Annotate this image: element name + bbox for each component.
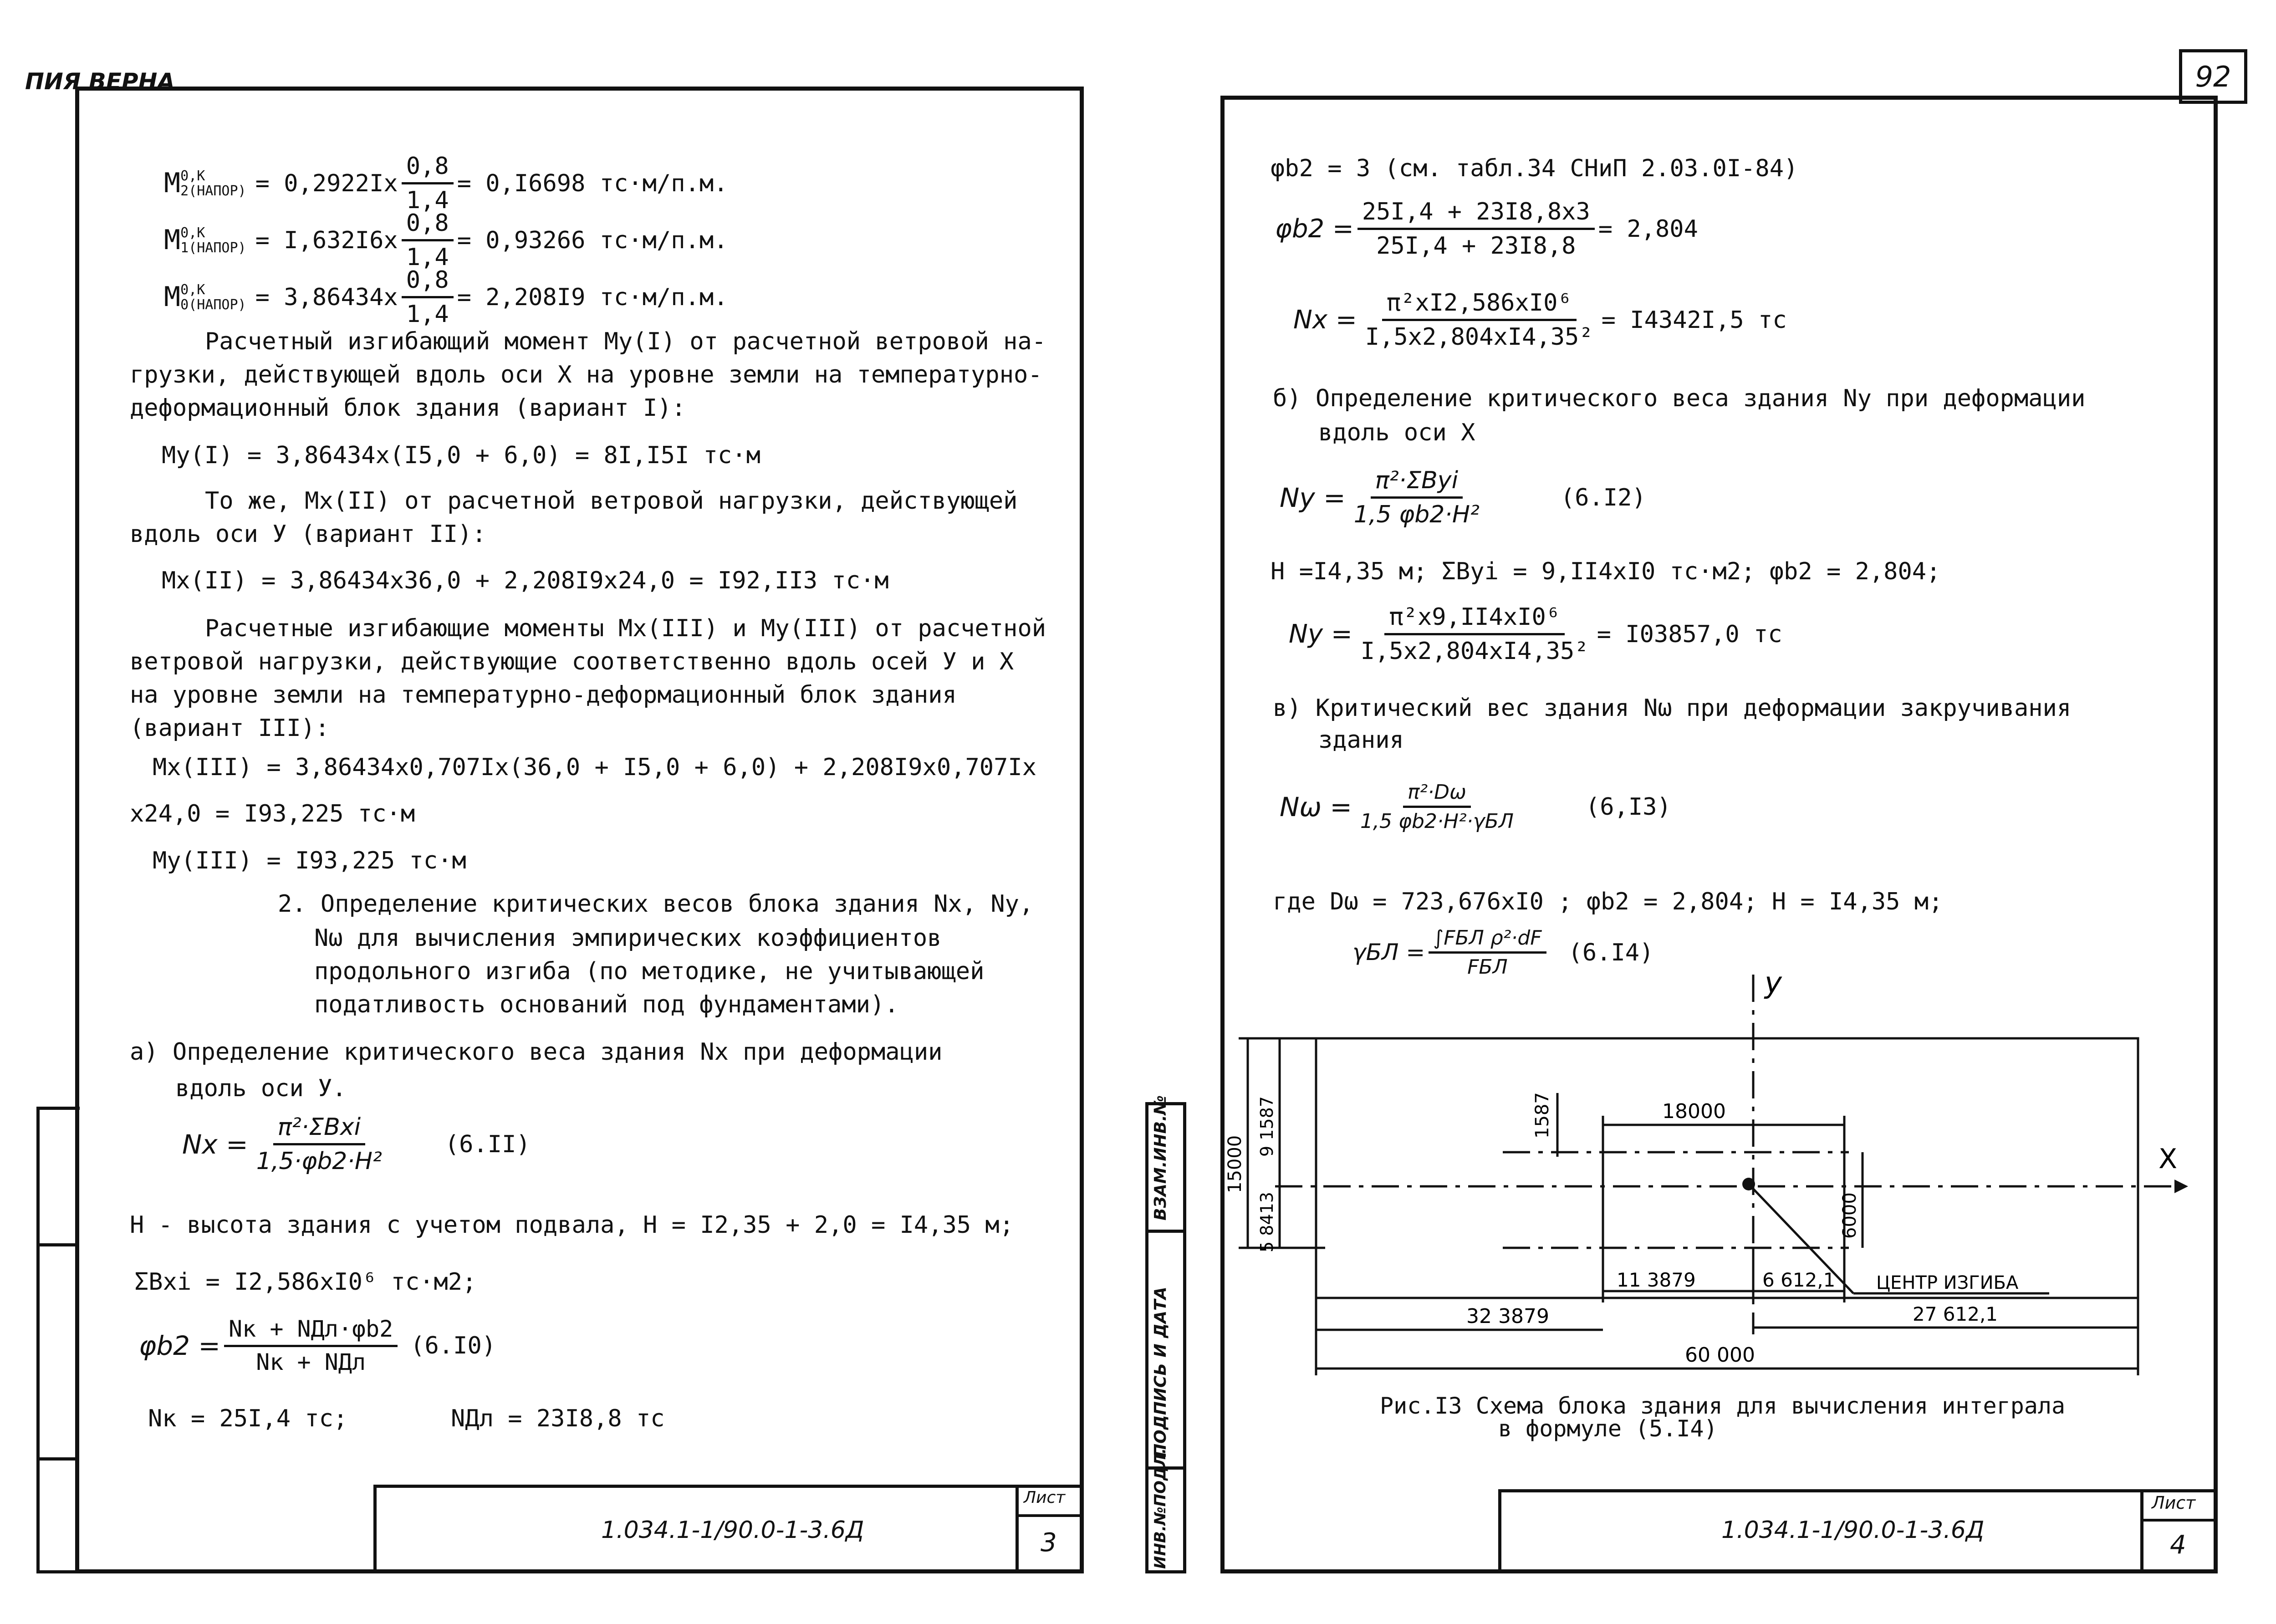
paragraph-line: То же, Mx(II) от расчетной ветровой нагрузки, действующей: [205, 487, 1018, 515]
right-sheet-number: 4: [2170, 1530, 2186, 1560]
eq-6-12: Ny = $\frac{\text{π²·ΣByi}}{\text{1,5 φb2·H²}}$ (6.I2): [1280, 465, 1646, 531]
dim-27-6121: 27 612,1: [1913, 1303, 1998, 1325]
eq-6-13: Nω = $\frac{\text{π²·Dω}}{\text{1,5 φb2·H²·γБЛ}}$ (6,I3): [1280, 779, 1671, 835]
center-of-bending-label: ЦЕНТР ИЗГИБА: [1876, 1272, 2019, 1293]
dim-18000: 18000: [1662, 1100, 1726, 1123]
h-line: H - высота здания с учетом подвала, H = I2,35 + 2,0 = I4,35 м;: [130, 1211, 1014, 1239]
side-label-inv: ВЗАМ.ИНВ.№: [1151, 1095, 1170, 1221]
section-2-line: 2. Определение критических весов блока здания Nx, Ny,: [278, 890, 1034, 918]
eq-6-14: γБЛ = $\frac{\text{∫FБЛ ρ²·dF}}{\text{FБЛ}}$ (6.I4): [1352, 924, 1653, 981]
axis-y-label: y: [1765, 966, 1782, 1000]
eq-m0: M 0,K 0(НАПОР) = 3,86434x $\frac{0,8}{1,4}$ = 2,208I9 тс·м/п.м.: [164, 264, 728, 330]
section-b-line: б) Определение критического веса здания Ny при деформации: [1273, 385, 2086, 412]
center-of-bending: [1742, 1178, 1755, 1190]
eq-6-11: Nx = $\frac{\text{π²·ΣBxi}}{\text{1,5·φb2·H²}}$ (6.II): [182, 1111, 531, 1177]
left-sheet-divider: [1016, 1485, 1019, 1573]
axis-x-label: X: [2159, 1143, 2178, 1175]
figure-caption-line: в формуле (5.I4): [1498, 1415, 1718, 1442]
eq-my: My(I) = 3,86434x(I5,0 + 6,0) = 8I,I5I тс·м: [162, 442, 760, 469]
side-divider: [1145, 1230, 1186, 1233]
paragraph-line: вдоль оси У (вариант II):: [130, 521, 486, 548]
ndl-value: NДл = 23I8,8 тс: [451, 1405, 665, 1432]
dim-15000: 15000: [1225, 1135, 1245, 1193]
dim-9-1587: 9 1587: [1257, 1096, 1277, 1157]
figure-caption-line: Рис.I3 Схема блока здания для вычисления интеграла: [1380, 1393, 2066, 1419]
dim-6000: 6000: [1839, 1192, 1860, 1239]
paragraph-line: деформационный блок здания (вариант I):: [130, 394, 686, 422]
paragraph-line: на уровне земли на температурно-деформационный блок здания: [130, 681, 957, 709]
section-a-line: вдоль оси У.: [175, 1075, 347, 1102]
eq-ny: Ny = $\frac{\text{π²x9,II4xI0⁶}}{\text{I,5x2,804xI4,35²}}$ = I03857,0 тс: [1289, 601, 1782, 667]
right-doc-code: 1.034.1-1/90.0-1-3.6Д: [1721, 1517, 1985, 1544]
dim-60000: 60 000: [1685, 1343, 1755, 1367]
paragraph-line: Расчетные изгибающие моменты Mx(III) и My(III) от расчетной: [205, 615, 1046, 642]
section-2-line: податливость оснований под фундаментами).: [314, 991, 899, 1018]
eq-my3: My(III) = I93,225 тс·м: [153, 847, 466, 874]
side-label-sign: ПОДПИСЬ И ДАТА: [1151, 1287, 1170, 1457]
dim-11-3879: 11 3879: [1617, 1269, 1696, 1291]
where-line: где Dω = 723,676xI0 ; φb2 = 2,804; H = I4,35 м;: [1273, 888, 1943, 915]
dim-5-8413: 5 8413: [1257, 1192, 1277, 1252]
eq-m2: M 0,K 2(НАПОР) = 0,2922Ix $\frac{0,8}{1,4}$ = 0,I6698 тс·м/п.м.: [164, 150, 728, 216]
eq-mx3-a: Mx(III) = 3,86434x0,707Ix(36,0 + I5,0 + 6,0) + 2,208I9x0,707Ix: [153, 754, 1037, 781]
side-label-inv-podl: ИНВ.№ПОДЛ.: [1151, 1448, 1169, 1569]
binding-divider: [36, 1243, 77, 1246]
copy-mark: ПИЯ ВЕРНА: [25, 68, 175, 95]
binding-divider: [36, 1457, 77, 1461]
eq-6-10: φb2 = $\frac{\text{Nк + NДл·φb2}}{\text{Nк + NДл}}$ (6.I0): [139, 1314, 496, 1378]
eq-nx: Nx = $\frac{\text{π²xI2,586xI0⁶}}{\text{I,5x2,804xI4,35²}}$ = I4342I,5 тс: [1293, 287, 1787, 353]
section-2-line: продольного изгиба (по методике, не учитывающей: [314, 958, 985, 985]
section-2-line: Nω для вычисления эмпирических коэффициентов: [314, 924, 942, 952]
left-sheet-divider: [1016, 1514, 1084, 1517]
eq-phi-cp: φb2 = $\frac{25I,4 + 23I8,8x3}{25I,4 + 23I8,8}$ = 2,804: [1275, 196, 1698, 262]
section-a-line: а) Определение критического веса здания Nx при деформации: [130, 1038, 943, 1066]
dim-6-6121: 6 612,1: [1762, 1269, 1836, 1291]
right-sheet-label: Лист: [2152, 1493, 2196, 1513]
section-v-line: здания: [1318, 726, 1404, 754]
dim-32-3879: 32 3879: [1466, 1305, 1549, 1328]
eq-mx3-b: x24,0 = I93,225 тс·м: [130, 800, 415, 827]
page-number: 92: [2195, 60, 2231, 93]
eq-mx: Mx(II) = 3,86434x36,0 + 2,208I9x24,0 = I92,II3 тс·м: [162, 567, 889, 594]
nk-value: Nк = 25I,4 тс;: [148, 1405, 348, 1432]
right-sheet-divider: [2140, 1519, 2218, 1522]
eq-m1: M 0,K 1(НАПОР) = I,632I6x $\frac{0,8}{1,4}$ = 0,93266 тс·м/п.м.: [164, 207, 728, 273]
sum-line: ΣBxi = I2,586xI0⁶ тс·м2;: [134, 1268, 477, 1296]
section-v-line: в) Критический вес здания Nω при деформации закручивания: [1273, 695, 2072, 722]
left-sheet-label: Лист: [1024, 1488, 1066, 1507]
right-sheet-divider: [2140, 1489, 2143, 1573]
paragraph-line: ветровой нагрузки, действующие соответственно вдоль осей У и X: [130, 648, 1014, 675]
dim-1587: 1587: [1532, 1092, 1553, 1139]
left-doc-code: 1.034.1-1/90.0-1-3.6Д: [601, 1517, 864, 1544]
building-outline: [1316, 1038, 2138, 1298]
paragraph-line: (вариант III):: [130, 715, 330, 742]
phi-b2-line: φb2 = 3 (см. табл.34 СНиП 2.03.0I-84): [1271, 155, 1798, 182]
left-binding-strip: [36, 1107, 80, 1573]
h-values-line: H =I4,35 м; ΣByi = 9,II4xI0 тс·м2; φb2 = 2,804;: [1271, 558, 1941, 585]
paragraph-line: грузки, действующей вдоль оси X на уровне земли на температурно-: [130, 361, 1042, 388]
building-block-diagram: [1220, 956, 2218, 1435]
left-sheet-number: 3: [1041, 1528, 1057, 1558]
paragraph-line: Расчетный изгибающий момент My(I) от расчетной ветровой на-: [205, 328, 1046, 355]
section-b-line: вдоль оси X: [1318, 419, 1475, 446]
